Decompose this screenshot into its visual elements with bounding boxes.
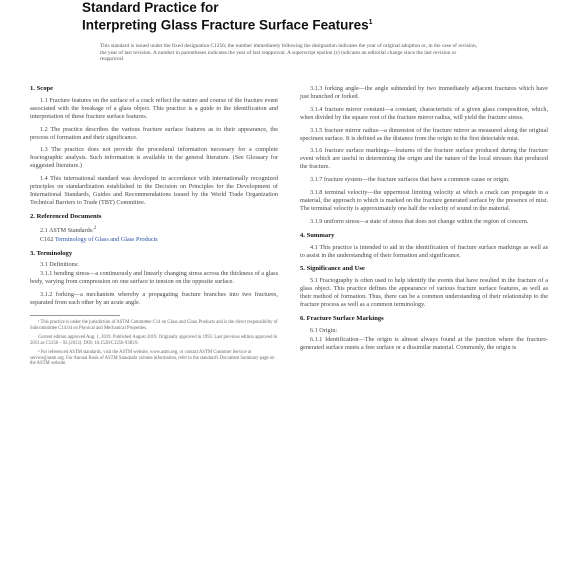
term-3-1-3: 3.1.3 forking angle—the angle subtended by two immediately adjacent fractures which have just branched or forked. [300, 85, 548, 100]
title-line-2-text: Interpreting Glass Fracture Surface Features [82, 17, 369, 33]
ref-2-1-mark: 2 [93, 224, 97, 231]
scope-heading: 1. Scope [30, 85, 54, 92]
title-footnote-mark: 1 [368, 19, 373, 26]
left-column [30, 85, 278, 370]
scope-1-2: 1.2 The practice describes the various fracture surface features as to their appearance, the process of formation and their significance. [30, 125, 278, 141]
significance-5-1: 5.1 Fractography is often used to help identify the events that have resulted in the fracture of a glass object. This practice defines the appearance of various fracture surface features, as well as their method of formation. Thus, there can be a common understanding of their relationship to the fracture process as well as a common terminology. [300, 277, 548, 309]
referenced-documents-heading: 2. Referenced Documents [30, 212, 102, 220]
term-3-1-1: 3.1.1 bending stress—a continuously and linearly changing stress across the thickness of a glass body, varying from compression on one surface to tension on the opposite surface. [30, 270, 278, 286]
term-3-1-4: 3.1.4 fracture mirror constant—a constant, characteristic of a given glass composition, which, when divided by the square root of the fracture mirror radius, will yield the fracture stress. [300, 105, 548, 121]
issuance-note: This standard is issued under the fixed designation C1256; the number immediately following the designation indicates the year of original adoption or, in the case of revision, the year of last revision. A number in parentheses indicates the year of last reapproval. A superscript epsilon (ε) indicates an editorial change since the last revision or reapproval. [100, 43, 478, 63]
markings-6-1-1: 6.1.1 Identification—The origin is almost always found at the junction where the fracture-generated surface meets a free surface or a dissimilar material. Commonly, the origin is [300, 335, 548, 351]
footnote-divider [30, 315, 120, 316]
summary-heading: 4. Summary [300, 231, 335, 239]
scope-1-1: 1.1 Fracture features on the surface of a crack reflect the nature and course of the fracture event associated with the breakage of a glass object. This practice is a guide to the identification and interpretation of these fracture surface features. [30, 96, 278, 120]
markings-6-1: 6.1 Origin: [310, 326, 338, 334]
scope-1-4: 1.4 This international standard was developed in accordance with internationally recognized principles on standardization established in the Decision on Principles for the Development of International Standards, Guides and Recommendations issued by the World Trade Organization Technical Barriers to Trade (TBT) Committee. [30, 175, 278, 206]
term-3-1-2: 3.1.2 forking—a mechanism whereby a propagating fracture branches into two fractures, separated from each other by an acute angle. [30, 291, 278, 307]
document-title [82, 0, 502, 33]
term-3-1-7: 3.1.7 fracture system—the fracture surfaces that have a common cause or origin. [310, 176, 510, 184]
ref-c162-link[interactable]: Terminology of Glass and Glass Products [54, 235, 158, 243]
footnote-1: ¹ This practice is under the jurisdiction of ASTM Committee C14 on Glass and Glass Products and is the direct responsibility of Subcommittee C14.04 on Physical and Mechanical Properties. [30, 320, 278, 331]
ref-c162-code: C162 [40, 235, 54, 243]
terminology-heading: 3. Terminology [30, 249, 73, 257]
scope-1-3: 1.3 The practice does not provide the procedural information necessary for a complete fractographic analysis. Such information is available in the general literature. (See Glossary for suggested literature.) [30, 146, 278, 170]
ref-c162[interactable] [30, 236, 278, 244]
term-3-1-5: 3.1.5 fracture mirror radius—a dimension of the fracture mirror as measured along the original specimen surface. It is defined as the distance from the origin to the first detectable mist. [300, 126, 548, 142]
footnote-2: ² For referenced ASTM standards, visit the ASTM website, www.astm.org, or contact ASTM Customer Service at service@astm.org. For Annual Book of ASTM Standards volume information, refer to the standard's Document Summary page on the ASTM website. [30, 349, 275, 367]
significance-heading: 5. Significance and Use [300, 265, 365, 273]
fracture-markings-heading: 6. Fracture Surface Markings [300, 314, 384, 322]
ref-2-1-text: 2.1 ASTM Standards: [40, 226, 94, 234]
term-3-1-6: 3.1.6 fracture surface markings—features of the fracture surface produced during the fracture event which are useful in determining the origin and the nature of the local stresses that produced the fracture. [300, 147, 548, 171]
summary-4-1: 4.1 This practice is intended to aid in the identification of fracture surface markings as well as to assist in the understanding of their formation and significance. [300, 243, 548, 259]
right-column [300, 85, 548, 357]
title-line-2 [82, 15, 502, 33]
term-3-1: 3.1 Definitions: [40, 261, 79, 269]
ref-2-1 [30, 225, 278, 235]
term-3-1-8: 3.1.8 terminal velocity—the uppermost limiting velocity at which a crack can propagate in a material, the approach to which is marked on the fracture generated surface by the presence of mist. The terminal velocity is approximately one half the velocity of sound in the material. [300, 189, 548, 212]
title-line-1: Standard Practice for [82, 0, 219, 15]
footnote-1-edition: Current edition approved Aug. 1, 2019. Published August 2019. Originally approved in 1993. Last previous edition approved in 2013 as C1256 – 93 (2013). DOI: 10.1520/C1256-93R19. [30, 334, 278, 346]
term-3-1-9: 3.1.9 uniform stress—a state of stress that does not change within the region of concern. [310, 217, 529, 225]
